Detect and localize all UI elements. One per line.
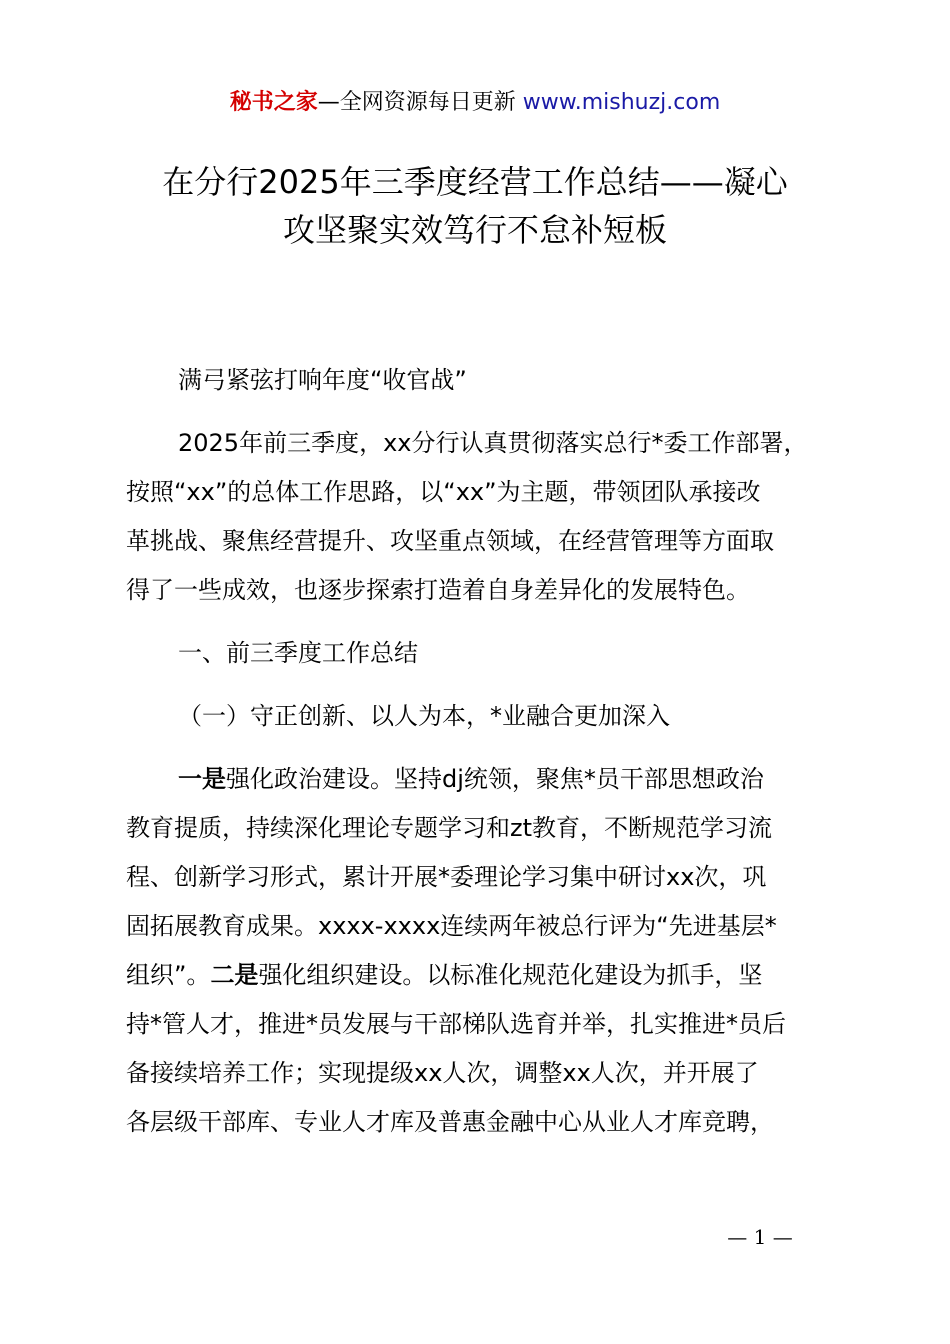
document-body [126,356,832,1147]
details-line-5 [126,951,832,1000]
details-line-5b: 强化组织建设。以标准化规范化建设为抓手，坚 [258,961,763,989]
intro-line-4: 得了一些成效，也逐步探索打造着自身差异化的发展特色。 [126,576,750,604]
details-line-7: 备接续培养工作；实现提级xx人次，调整xx人次，并开展了 [126,1059,759,1087]
title-line-2: 攻坚聚实效笃行不怠补短板 [282,211,667,249]
title-line-1: 在分行2025年三季度经营工作总结——凝心 [162,163,788,201]
header-dash: — [317,90,340,115]
section-heading-1: 一、前三季度工作总结 [178,639,418,667]
details-line-8: 各层级干部库、专业人才库及普惠金融中心从业人才库竞聘， [126,1108,774,1136]
intro-line-3: 革挑战、聚焦经营提升、攻坚重点领域，在经营管理等方面取 [126,527,774,555]
document-title [110,158,840,254]
details-line-2: 教育提质，持续深化理论专题学习和zt教育，不断规范学习流 [126,814,773,842]
details-line-3: 程、创新学习形式，累计开展*委理论学习集中研讨xx次，巩 [126,863,767,891]
intro-line-1: 2025年前三季度，xx分行认真贯彻落实总行*委工作部署， [178,429,808,457]
details-line-4: 固拓展教育成果。xxxx-xxxx连续两年被总行评为“先进基层* [126,912,777,940]
paragraph-subtitle: 满弓紧弦打响年度“收官战” [178,366,467,394]
header-brand: 秘书之家 [229,90,318,115]
page-number: — 1 — [727,1225,793,1249]
header-slogan: 全网资源每日更新 [339,90,523,115]
paragraph-details [126,755,832,1147]
details-line-5a: 组织”。 [126,961,211,989]
paragraph-intro [126,419,832,615]
site-header [0,88,950,118]
lead-marker-2: 二是 [210,961,259,989]
subsection-heading-1: （一）守正创新、以人为本，*业融合更加深入 [178,702,670,730]
lead-marker-1: 一是 [178,765,226,793]
details-line-1-text: 强化政治建设。坚持dj统领，聚焦*员干部思想政治 [226,765,764,793]
header-url-link[interactable]: www.mishuzj.com [522,90,721,115]
details-line-1 [126,755,832,804]
details-line-6: 持*管人才，推进*员发展与干部梯队选育并举，扎实推进*员后 [126,1010,786,1038]
intro-line-2: 按照“xx”的总体工作思路，以“xx”为主题，带领团队承接改 [126,478,761,506]
